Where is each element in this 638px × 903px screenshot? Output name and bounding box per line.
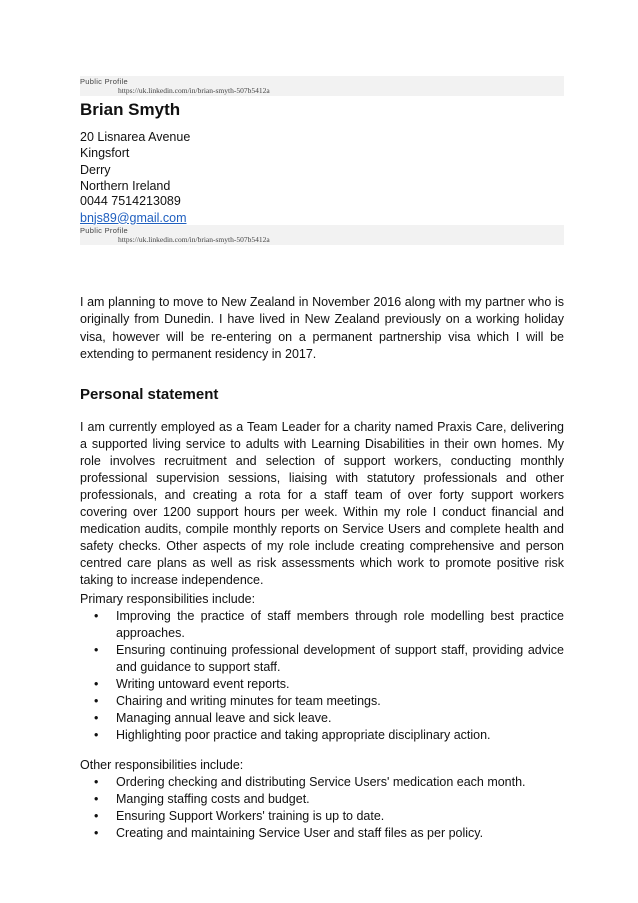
address-street: 20 Lisnarea Avenue bbox=[80, 130, 191, 144]
list-item: • Chairing and writing minutes for team meetings. bbox=[94, 693, 381, 708]
phone-number: 0044 7514213089 bbox=[80, 194, 181, 208]
profile-url[interactable]: https://uk.linkedin.com/in/brian-smyth-507b5412a bbox=[118, 86, 270, 95]
profile-url[interactable]: https://uk.linkedin.com/in/brian-smyth-507b5412a bbox=[118, 234, 270, 244]
bullet-icon: • bbox=[94, 642, 99, 657]
bullet-icon: • bbox=[94, 808, 99, 823]
bullet-icon: • bbox=[94, 727, 99, 742]
bullet-icon: • bbox=[94, 676, 99, 691]
other-responsibilities-label: Other responsibilities include: bbox=[80, 757, 244, 772]
linkedin-profile-box bbox=[80, 76, 564, 96]
bullet-icon: • bbox=[94, 825, 99, 840]
candidate-name: Brian Smyth bbox=[80, 100, 181, 119]
personal-statement-heading: Personal statement bbox=[80, 385, 219, 403]
profile-label: Public Profile bbox=[80, 225, 128, 235]
resume-page bbox=[80, 76, 564, 842]
intro-paragraph: I am planning to move to New Zealand in November 2016 along with my partner who is originally from Dunedin. I have lived in New Zealand previously on a working holiday visa, however will be re-entering on a permanent partnership visa which I will be extending to permanent residency in 2017. bbox=[80, 294, 564, 361]
list-item: • Highlighting poor practice and taking appropriate disciplinary action. bbox=[94, 727, 491, 742]
other-responsibilities-list bbox=[80, 774, 564, 842]
list-item: • Ensuring continuing professional development of support staff, providing advice and guidance to support staff. bbox=[94, 642, 564, 674]
bullet-icon: • bbox=[94, 608, 99, 623]
list-item: • Manging staffing costs and budget. bbox=[94, 791, 310, 806]
list-item: • Ordering checking and distributing Service Users' medication each month. bbox=[94, 774, 526, 789]
bullet-icon: • bbox=[94, 693, 99, 708]
address-region: Northern Ireland bbox=[80, 178, 171, 193]
bullet-icon: • bbox=[94, 774, 99, 789]
list-item: • Writing untoward event reports. bbox=[94, 676, 290, 691]
list-item: • Managing annual leave and sick leave. bbox=[94, 710, 332, 725]
primary-responsibilities-list bbox=[80, 608, 564, 744]
personal-statement-paragraph: I am currently employed as a Team Leader for a charity named Praxis Care, delivering a supported living service to adults with Learning Disabilities in their own homes. My role involves recruitment and selection of support workers, conducting monthly professional supervision sessions, liaising with statutory professionals and other professionals, and creating a rota for a staff team of over forty support workers covering over 1200 support hours per week. Within my role I conduct financial and medication audits, compile monthly reports on Service Users and complete health and safety checks. Other aspects of my role include creating comprehensive and person centred care plans as well as risk assessments which work to promote positive risk taking to increase independence. bbox=[80, 419, 564, 587]
address-town: Kingsfort bbox=[80, 145, 130, 160]
list-item: • Creating and maintaining Service User and staff files as per policy. bbox=[94, 825, 484, 840]
bullet-icon: • bbox=[94, 710, 99, 725]
list-item: • Improving the practice of staff members through role modelling best practice approaches. bbox=[94, 608, 564, 640]
bullet-icon: • bbox=[94, 791, 99, 806]
linkedin-profile-box-repeat bbox=[80, 225, 564, 245]
email-link[interactable]: bnjs89@gmail.com bbox=[80, 210, 187, 225]
list-item: • Ensuring Support Workers' training is up to date. bbox=[94, 808, 385, 823]
profile-label: Public Profile bbox=[80, 77, 128, 86]
primary-responsibilities-label: Primary responsibilities include: bbox=[80, 591, 256, 606]
address-block bbox=[80, 130, 564, 225]
address-city: Derry bbox=[80, 163, 111, 177]
